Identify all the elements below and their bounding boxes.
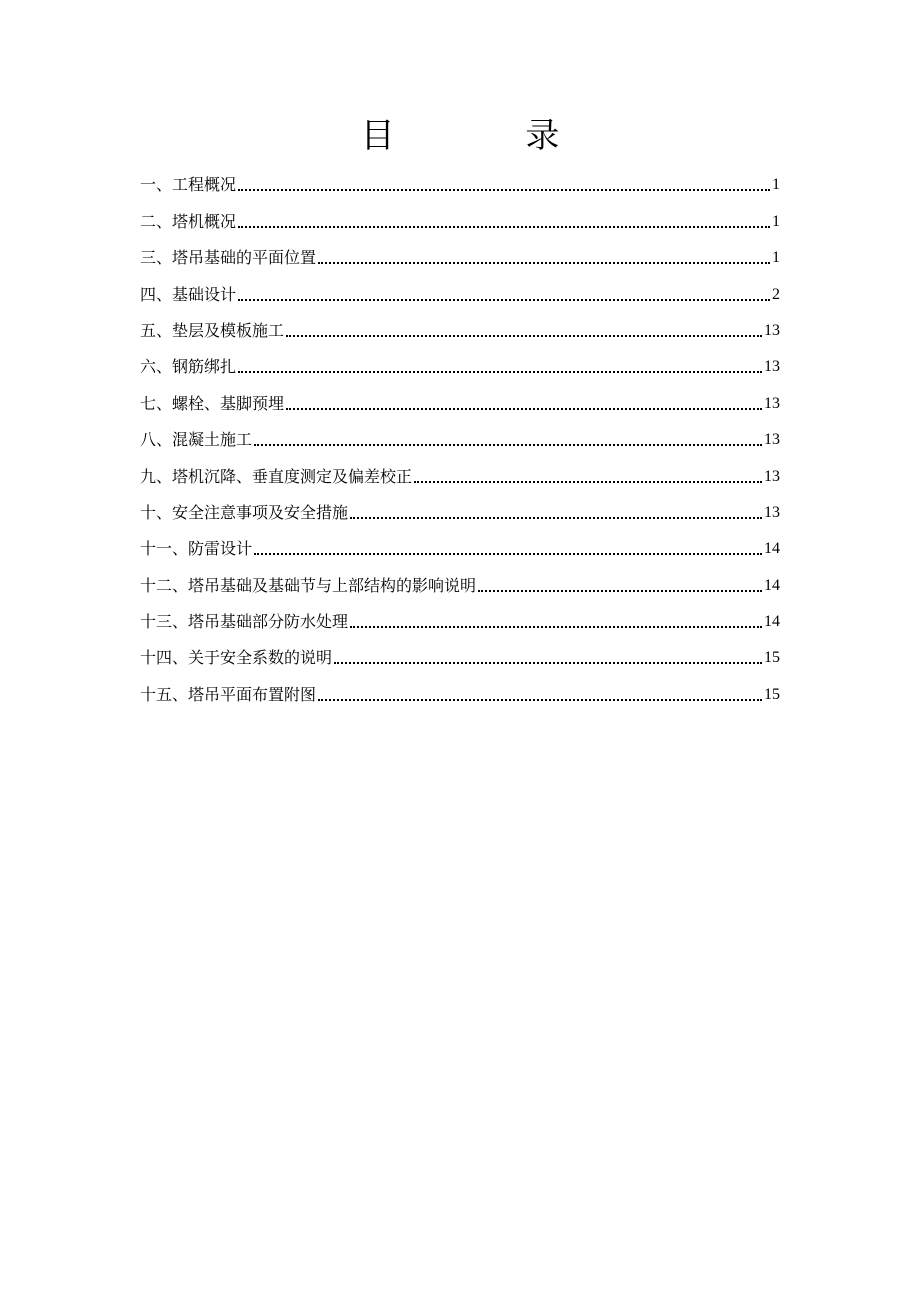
toc-dot-leader xyxy=(334,661,762,664)
toc-entry-label: 三、塔吊基础的平面位置 xyxy=(140,248,317,268)
toc-list xyxy=(140,162,780,708)
toc-dot-leader xyxy=(318,261,770,264)
toc-entry[interactable] xyxy=(140,526,780,562)
toc-entry-label: 七、螺栓、基脚预埋 xyxy=(140,393,285,413)
toc-entry-page: 14 xyxy=(764,613,780,631)
toc-dot-leader xyxy=(478,589,762,592)
toc-entry[interactable] xyxy=(140,599,780,635)
toc-entry-label: 六、钢筋绑扎 xyxy=(140,357,237,377)
toc-entry-label: 十一、防雷设计 xyxy=(140,539,253,559)
toc-dot-leader xyxy=(238,298,770,301)
toc-entry-label: 十四、关于安全系数的说明 xyxy=(140,648,333,668)
toc-dot-leader xyxy=(254,443,762,446)
toc-entry-label: 十三、塔吊基础部分防水处理 xyxy=(140,612,349,632)
toc-entry-label: 十五、塔吊平面布置附图 xyxy=(140,684,317,704)
toc-entry-page: 1 xyxy=(772,176,780,194)
toc-entry[interactable] xyxy=(140,635,780,671)
toc-entry-label: 二、塔机概况 xyxy=(140,211,237,231)
toc-entry-page: 15 xyxy=(764,649,780,667)
toc-dot-leader xyxy=(350,516,762,519)
toc-entry-page: 13 xyxy=(764,321,780,339)
toc-dot-leader xyxy=(286,407,762,410)
toc-dot-leader xyxy=(238,225,770,228)
toc-entry-page: 14 xyxy=(764,576,780,594)
toc-entry[interactable] xyxy=(140,453,780,489)
toc-entry[interactable] xyxy=(140,162,780,198)
toc-dot-leader xyxy=(254,552,762,555)
toc-entry-page: 13 xyxy=(764,503,780,521)
toc-entry[interactable] xyxy=(140,417,780,453)
toc-entry-page: 13 xyxy=(764,394,780,412)
toc-entry[interactable] xyxy=(140,344,780,380)
toc-entry[interactable] xyxy=(140,380,780,416)
toc-entry-page: 1 xyxy=(772,249,780,267)
toc-dot-leader xyxy=(350,625,762,628)
toc-dot-leader xyxy=(414,480,762,483)
toc-entry-label: 八、混凝土施工 xyxy=(140,430,253,450)
toc-entry[interactable] xyxy=(140,235,780,271)
toc-entry-label: 五、垫层及模板施工 xyxy=(140,320,285,340)
toc-entry[interactable] xyxy=(140,271,780,307)
toc-entry[interactable] xyxy=(140,562,780,598)
toc-entry-page: 2 xyxy=(772,285,780,303)
toc-entry[interactable] xyxy=(140,490,780,526)
toc-dot-leader xyxy=(318,698,762,701)
toc-dot-leader xyxy=(238,370,762,373)
toc-entry-page: 13 xyxy=(764,431,780,449)
toc-entry-label: 十、安全注意事项及安全措施 xyxy=(140,502,349,522)
toc-entry[interactable] xyxy=(140,308,780,344)
toc-entry-label: 九、塔机沉降、垂直度测定及偏差校正 xyxy=(140,466,413,486)
toc-entry-label: 十二、塔吊基础及基础节与上部结构的影响说明 xyxy=(140,575,477,595)
toc-entry-label: 一、工程概况 xyxy=(140,175,237,195)
toc-entry[interactable] xyxy=(140,671,780,707)
toc-entry[interactable] xyxy=(140,198,780,234)
toc-entry-page: 13 xyxy=(764,467,780,485)
toc-title: 目 录 xyxy=(360,116,620,156)
toc-dot-leader xyxy=(238,188,770,191)
toc-dot-leader xyxy=(286,334,762,337)
toc-entry-page: 13 xyxy=(764,358,780,376)
toc-entry-page: 14 xyxy=(764,540,780,558)
toc-entry-page: 15 xyxy=(764,685,780,703)
toc-entry-label: 四、基础设计 xyxy=(140,284,237,304)
toc-entry-page: 1 xyxy=(772,212,780,230)
